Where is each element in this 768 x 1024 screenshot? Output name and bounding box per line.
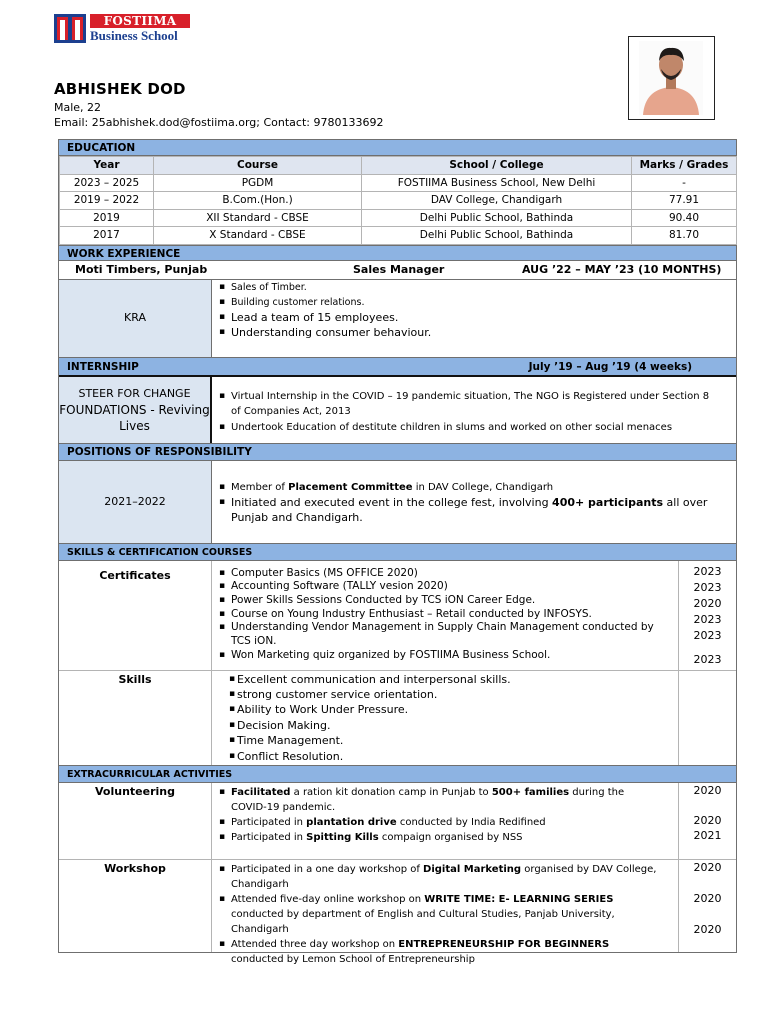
- year: 2020: [693, 596, 722, 610]
- workshop-list: [219, 862, 659, 967]
- logo-title: FOSTIIMA: [90, 14, 190, 28]
- cell: FOSTIIMA Business School, New Delhi: [362, 174, 632, 192]
- list-item: ▪ Ability to Work Under Pressure.: [229, 702, 511, 717]
- internship-org: [59, 377, 212, 443]
- cell: PGDM: [154, 174, 362, 192]
- cell: 2019 – 2022: [60, 192, 154, 210]
- list-item: ▪ Computer Basics (MS OFFICE 2020): [219, 567, 669, 581]
- kra-row: [59, 280, 736, 358]
- list-item: ▪ Conflict Resolution.: [229, 749, 511, 764]
- certificates-row: [59, 561, 736, 671]
- cell: 90.40: [632, 209, 737, 227]
- list-item: ▪ Building customer relations.: [219, 295, 431, 310]
- por-row: [59, 461, 736, 544]
- education-table: [59, 156, 737, 245]
- col-year: Year: [60, 157, 154, 175]
- list-item: ▪ Won Marketing quiz organized by FOSTIIMA Business School.: [219, 649, 669, 663]
- cell: Delhi Public School, Bathinda: [362, 209, 632, 227]
- list-item: ▪ Undertook Education of destitute children in slums and worked on other social menaces: [219, 420, 712, 436]
- por-list: [219, 480, 712, 525]
- year: 2020: [693, 813, 722, 827]
- org-line: FOUNDATIONS - Reviving: [59, 402, 210, 417]
- year: 2023: [693, 612, 722, 626]
- contact-line: Email: 25abhishek.dod@fostiima.org; Contact: 9780133692: [54, 116, 384, 129]
- table-row: [60, 174, 737, 192]
- extracurricular-header: EXTRACURRICULAR ACTIVITIES: [59, 766, 736, 783]
- col-course: Course: [154, 157, 362, 175]
- list-item: ▪ Facilitated a ration kit donation camp in Punjab to 500+ families during the COVID-19 pandemic.: [219, 785, 659, 815]
- list-item: ▪ Initiated and executed event in the college fest, involving 400+ participants all over Punjab and Chandigarh.: [219, 495, 712, 525]
- cell: B.Com.(Hon.): [154, 192, 362, 210]
- cell: XII Standard - CBSE: [154, 209, 362, 227]
- year: 2023: [693, 628, 722, 642]
- list-item: ▪ Understanding consumer behaviour.: [219, 325, 431, 340]
- list-item: ▪ Participated in Spitting Kills compaign organised by NSS: [219, 830, 659, 845]
- certificate-list: [219, 567, 669, 663]
- internship-header: INTERNSHIP July ’19 – Aug ’19 (4 weeks): [59, 358, 736, 377]
- profile-photo: [628, 36, 715, 120]
- por-year: 2021–2022: [59, 461, 212, 543]
- col-school: School / College: [362, 157, 632, 175]
- list-item: ▪ Participated in a one day workshop of Digital Marketing organised by DAV College, Chandigarh: [219, 862, 659, 892]
- job-role: Sales Manager: [353, 262, 445, 276]
- school-logo: [54, 14, 194, 44]
- cell: -: [632, 174, 737, 192]
- workshop-years: [678, 860, 736, 952]
- kra-list: [219, 280, 431, 340]
- year: 2021: [693, 828, 722, 842]
- year: 2020: [693, 860, 722, 874]
- skills-label: Skills: [59, 671, 212, 765]
- year: 2020: [693, 891, 722, 905]
- volunteering-label: Volunteering: [59, 783, 212, 859]
- education-header: EDUCATION: [59, 140, 736, 156]
- list-item: ▪ Lead a team of 15 employees.: [219, 310, 431, 325]
- logo-emblem-icon: [54, 14, 86, 43]
- logo-subtitle: Business School: [90, 28, 178, 43]
- volunteering-row: [59, 783, 736, 860]
- work-period: AUG ’22 – MAY ’23 (10 MONTHS): [522, 262, 722, 276]
- org-line: STEER FOR CHANGE: [78, 386, 191, 400]
- list-item: ▪ Power Skills Sessions Conducted by TCS iON Career Edge.: [219, 594, 669, 608]
- list-item: ▪ Participated in plantation drive conducted by India Redifined: [219, 815, 659, 830]
- company-name: Moti Timbers, Punjab: [75, 262, 208, 276]
- cell: 81.70: [632, 227, 737, 245]
- skills-years-cell: [678, 671, 736, 765]
- certificates-label: Certificates: [59, 561, 212, 670]
- cell: 2019: [60, 209, 154, 227]
- year: 2020: [693, 922, 722, 936]
- org-line: Lives: [119, 418, 150, 433]
- year: 2023: [693, 652, 722, 666]
- volunteering-list: [219, 785, 659, 845]
- work-summary-row: [59, 261, 736, 280]
- list-item: ▪ Understanding Vendor Management in Supply Chain Management conducted by TCS iON.: [219, 621, 669, 648]
- por-header: POSITIONS OF RESPONSIBILITY: [59, 444, 736, 461]
- table-row: [60, 209, 737, 227]
- gender-age: Male, 22: [54, 101, 102, 114]
- internship-row: [59, 377, 736, 444]
- list-item: ▪ Course on Young Industry Enthusiast – Retail conducted by INFOSYS.: [219, 608, 669, 622]
- cell: 77.91: [632, 192, 737, 210]
- cell: 2017: [60, 227, 154, 245]
- list-item: ▪ strong customer service orientation.: [229, 687, 511, 702]
- year: 2023: [693, 580, 722, 594]
- education-header-row: [60, 157, 737, 175]
- cell: DAV College, Chandigarh: [362, 192, 632, 210]
- skills-row: [59, 671, 736, 766]
- list-item: ▪ Attended five-day online workshop on WRITE TIME: E- LEARNING SERIES conducted by department of English and Cultural Studies, Panjab University, Chandigarh: [219, 892, 659, 937]
- list-item: ▪ Attended three day workshop on ENTREPRENEURSHIP FOR BEGINNERS conducted by Lemon School of Entrepreneurship: [219, 937, 659, 967]
- skills-list: [229, 672, 511, 764]
- cell: Delhi Public School, Bathinda: [362, 227, 632, 245]
- skills-cert-header: SKILLS & CERTIFICATION COURSES: [59, 544, 736, 561]
- cell: X Standard - CBSE: [154, 227, 362, 245]
- kra-label: KRA: [59, 280, 212, 357]
- col-marks: Marks / Grades: [632, 157, 737, 175]
- workshop-label: Workshop: [59, 860, 212, 952]
- person-photo-icon: [629, 37, 714, 119]
- list-item: ▪ Accounting Software (TALLY vesion 2020): [219, 580, 669, 594]
- candidate-name: ABHISHEK DOD: [54, 80, 186, 98]
- year: 2020: [693, 783, 722, 797]
- table-row: [60, 227, 737, 245]
- workshop-row: [59, 860, 736, 965]
- year: 2023: [693, 564, 722, 578]
- internship-list: [219, 389, 712, 436]
- list-item: ▪ Member of Placement Committee in DAV College, Chandigarh: [219, 480, 712, 495]
- cell: 2023 – 2025: [60, 174, 154, 192]
- list-item: ▪ Excellent communication and interpersonal skills.: [229, 672, 511, 687]
- work-experience-header: WORK EXPERIENCE: [59, 245, 736, 261]
- resume-body: [58, 139, 737, 965]
- list-item: ▪ Sales of Timber.: [219, 280, 431, 295]
- certificate-years: [678, 561, 736, 670]
- volunteering-years: [678, 783, 736, 859]
- list-item: ▪ Time Management.: [229, 733, 511, 748]
- list-item: ▪ Virtual Internship in the COVID – 19 pandemic situation, The NGO is Registered under Section 8 of Companies Act, 2013: [219, 389, 712, 420]
- table-row: [60, 192, 737, 210]
- list-item: ▪ Decision Making.: [229, 718, 511, 733]
- internship-period: July ’19 – Aug ’19 (4 weeks): [528, 360, 692, 373]
